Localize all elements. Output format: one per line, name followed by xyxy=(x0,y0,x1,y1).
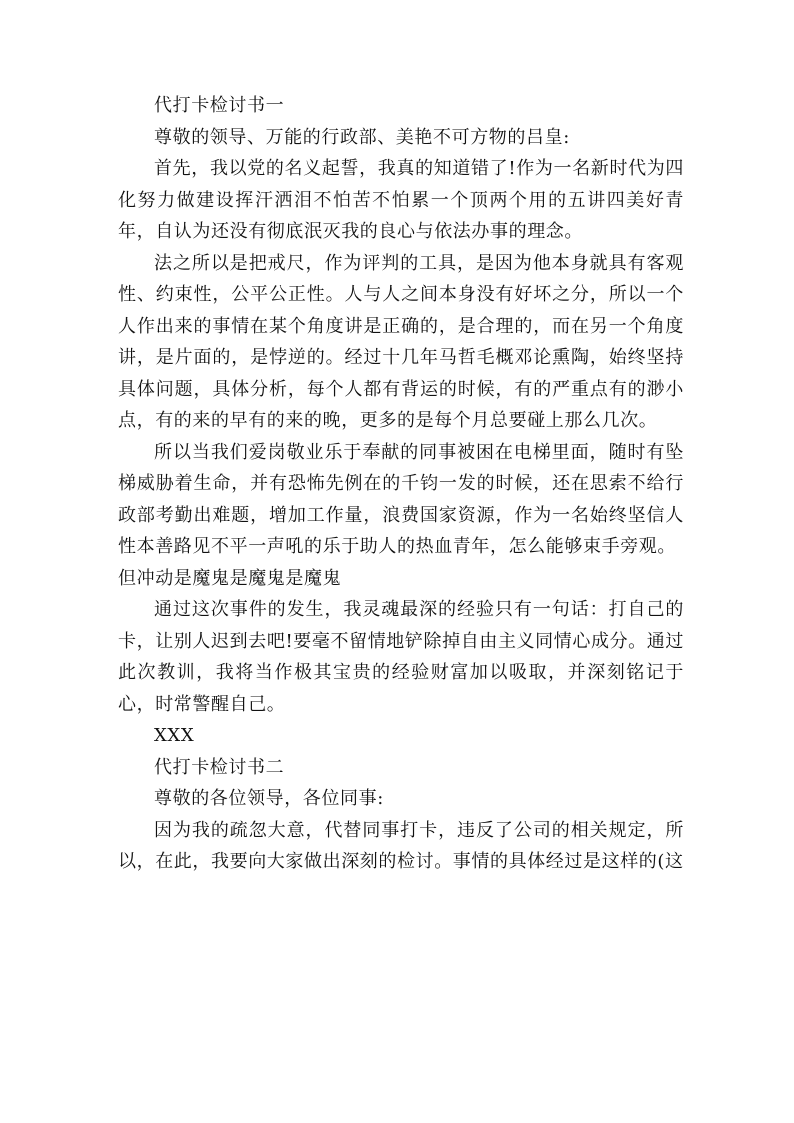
letter-1-signature: XXX xyxy=(154,725,195,746)
letter-2-salutation: 尊敬的各位领导，各位同事: xyxy=(154,788,384,809)
letter-1-paragraph-2: 法之所以是把戒尺，作为评判的工具，是因为他本身就具有客观性、约束性，公平公正性。人与人之间本身没有好坏之分，所以一个人作出来的事情在某个角度讲是正确的，是合理的，而在另一个角度讲，是片面的，是悖逆的。经过十几年马哲毛概邓论熏陶，始终坚持具体问题，具体分析，每个人都有背运的时候，有的严重点有的渺小点，有的来的早有的来的晚，更多的是每个月总要碰上那么几次。 xyxy=(118,252,684,431)
letter-1-paragraph-3: 所以当我们爱岗敬业乐于奉献的同事被困在电梯里面，随时有坠梯威胁着生命，并有恐怖先例在的千钧一发的时候，还在思索不给行政部考勤出难题，增加工作量，浪费国家资源，作为一名始终坚信人性本善路见不平一声吼的乐于助人的热血青年，怎么能够束手旁观。 xyxy=(118,441,684,557)
document-body xyxy=(118,90,684,878)
letter-1-paragraph-1: 首先，我以党的名义起誓，我真的知道错了!作为一名新时代为四化努力做建设挥汗洒泪不怕苦不怕累一个顶两个用的五讲四美好青年，自认为还没有彻底泯灭我的良心与依法办事的理念。 xyxy=(118,158,684,242)
letter-1-continuation: 但冲动是魔鬼是魔鬼是魔鬼 xyxy=(118,567,342,589)
letter-1-salutation: 尊敬的领导、万能的行政部、美艳不可方物的吕皇: xyxy=(154,126,570,148)
letter-1-closing-paragraph: 通过这次事件的发生，我灵魂最深的经验只有一句话：打自己的卡，让别人迟到去吧!要毫不留情地铲除掉自由主义同情心成分。通过此次教训，我将当作极其宝贵的经验财富加以吸取，并深刻铭记于心，时常警醒自己。 xyxy=(118,599,684,715)
letter-2-title: 代打卡检讨书二 xyxy=(154,756,285,778)
letter-1-title: 代打卡检讨书一 xyxy=(154,95,285,116)
letter-2-paragraph-1: 因为我的疏忽大意，代替同事打卡，违反了公司的相关规定，所以，在此，我要向大家做出深刻的检讨。事情的具体经过是这样的(这 xyxy=(118,819,684,872)
